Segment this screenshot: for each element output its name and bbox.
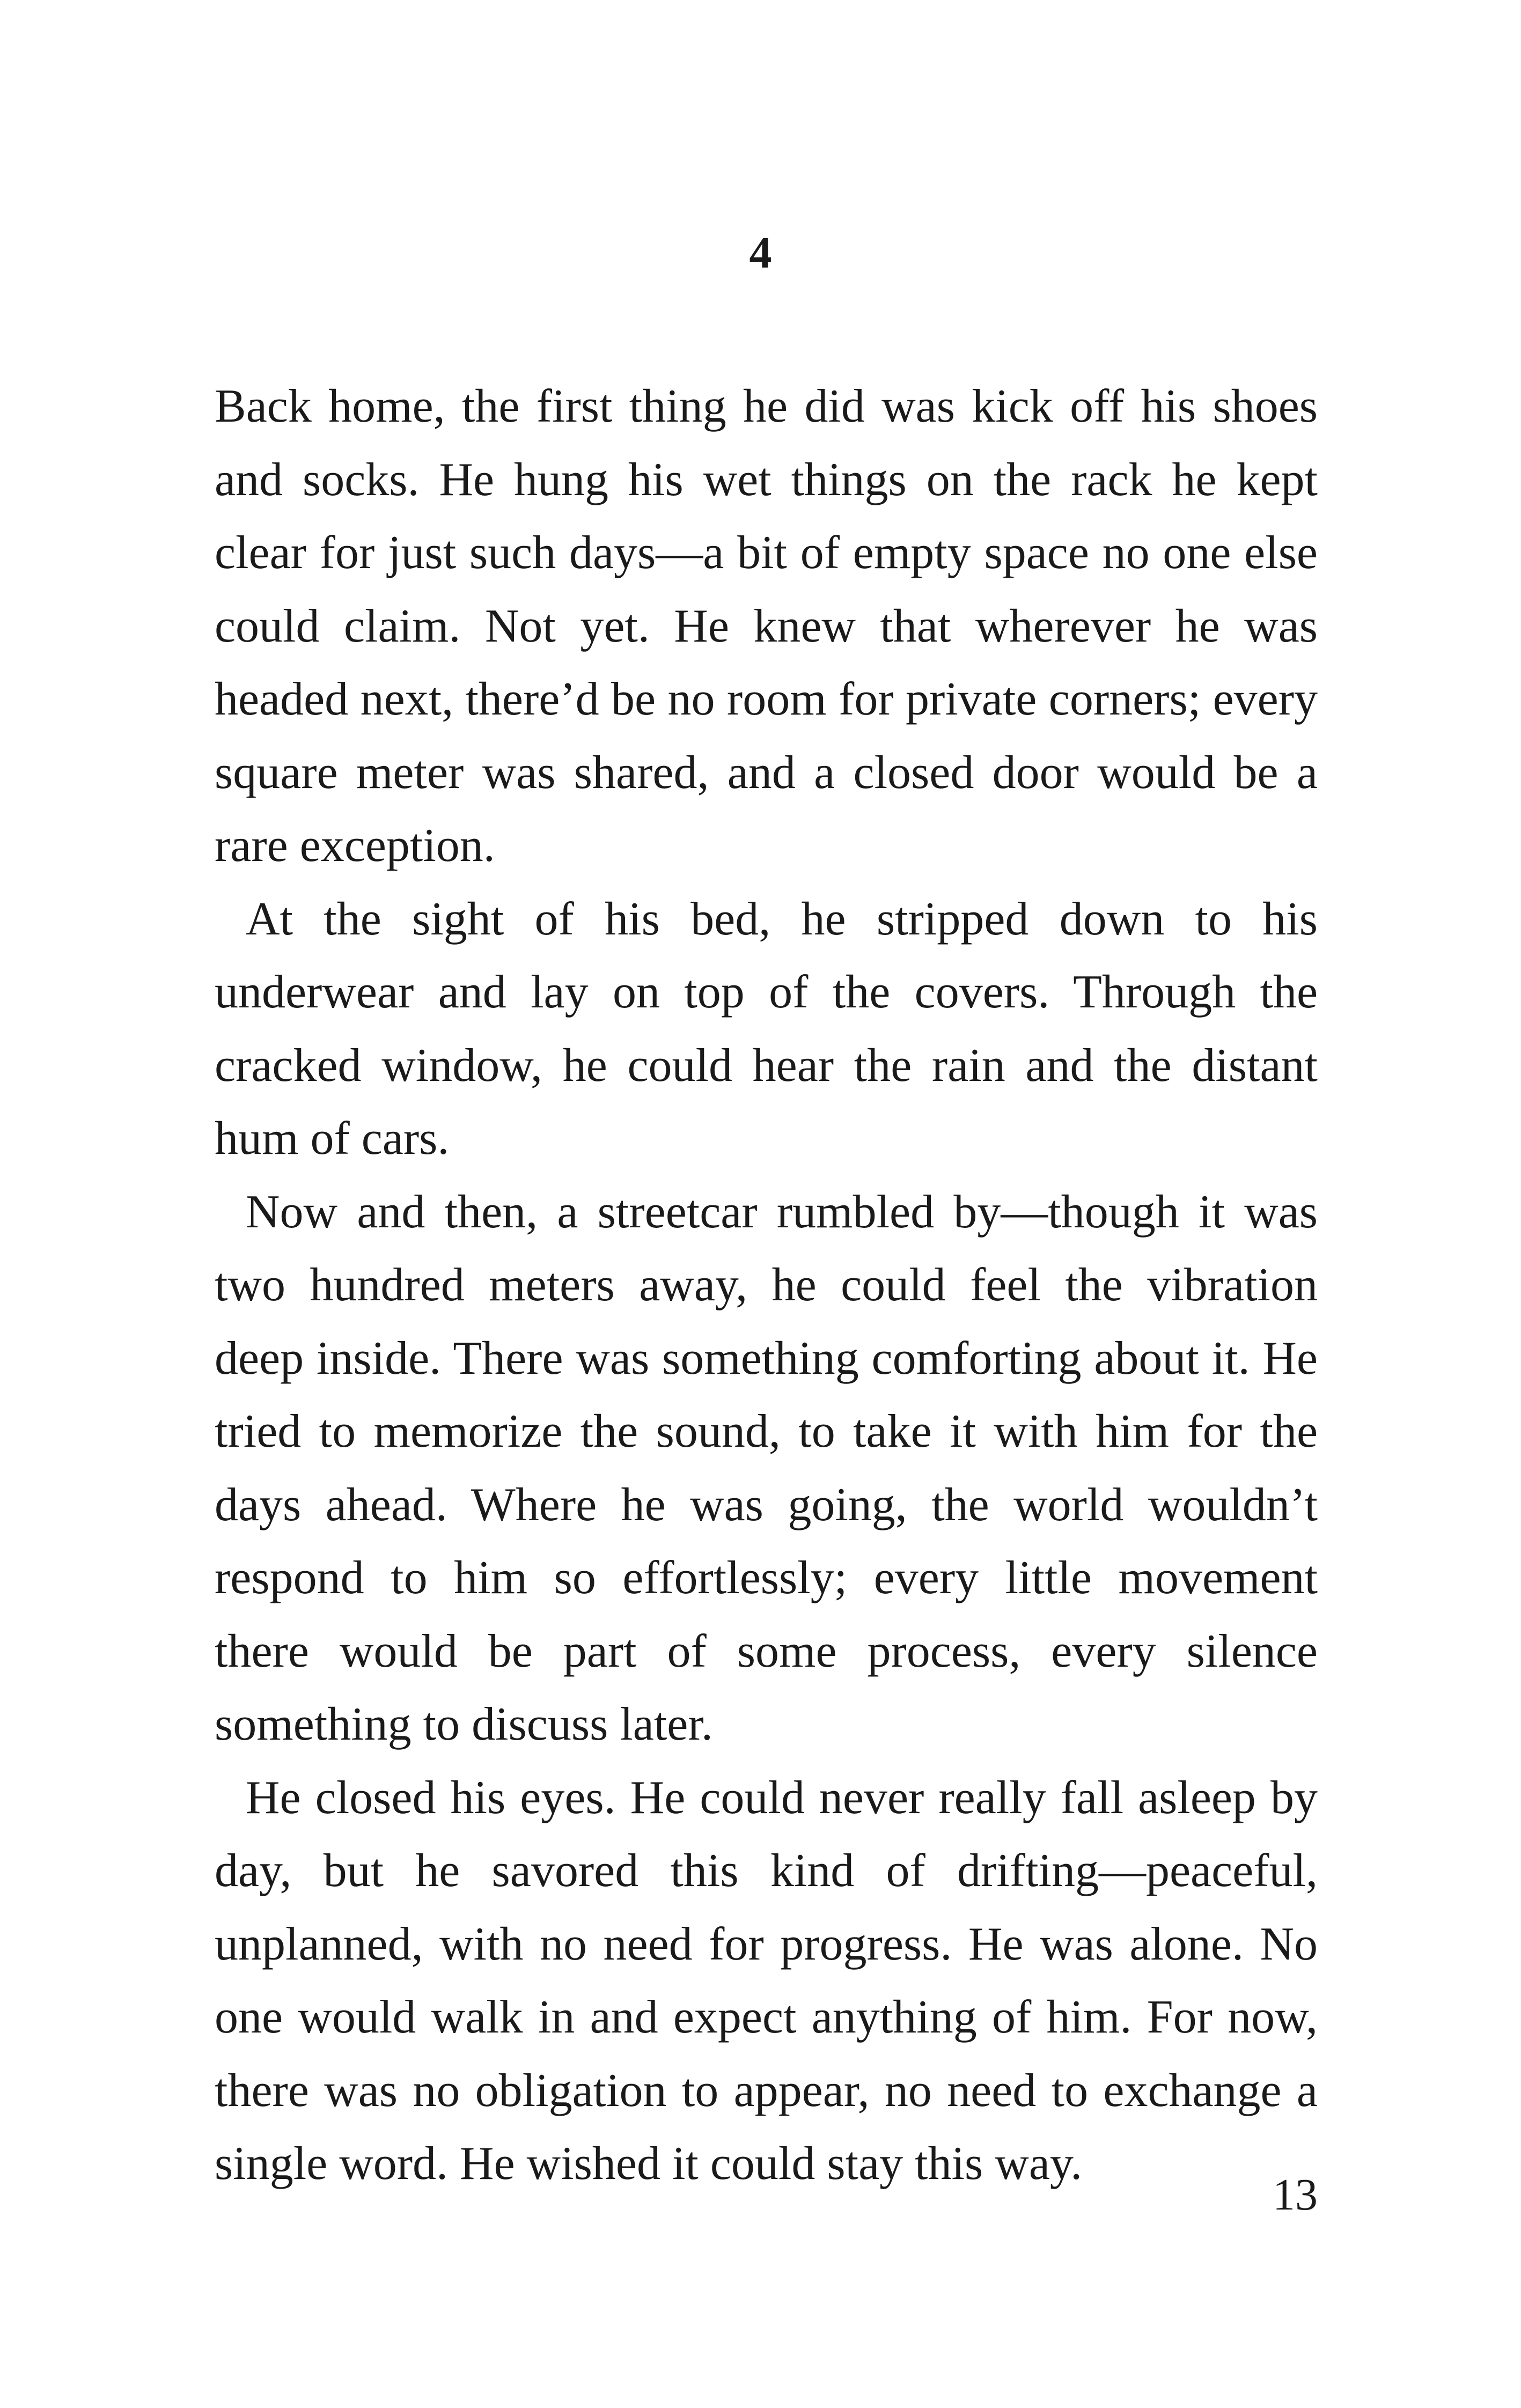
chapter-body <box>215 370 1318 2201</box>
paragraph-3: Now and then, a streetcar rumbled by—though it was two hundred meters away, he could feel the vibration deep inside. There was something comforting about it. He tried to memorize the sound, to take it with him for the days ahead. Where he was going, the world wouldn’t respond to him so effortlessly; every little movement there would be part of some process, every silence something to discuss later. <box>215 1185 1318 1750</box>
paragraph-2: At the sight of his bed, he stripped down to his underwear and lay on top of the covers. Through the cracked window, he could hear the rain and the distant hum of cars. <box>215 893 1318 1165</box>
page-number: 13 <box>1273 2170 1318 2220</box>
paragraph-4: He closed his eyes. He could never really fall asleep by day, but he savored this kind of drifting—peaceful, unplanned, with no need for progress. He was alone. No one would walk in and expect anything of him. For now, there was no obligation to appear, no need to exchange a single word. He wished it could stay this way. <box>215 1771 1318 2190</box>
chapter-number: 4 <box>749 228 772 278</box>
paragraph-1: Back home, the first thing he did was kick off his shoes and socks. He hung his wet things on the rack he kept clear for just such days—a bit of empty space no one else could claim. Not yet. He knew that wherever he was headed next, there’d be no room for private corners; every square meter was shared, and a closed door would be a rare exception. <box>215 380 1318 872</box>
